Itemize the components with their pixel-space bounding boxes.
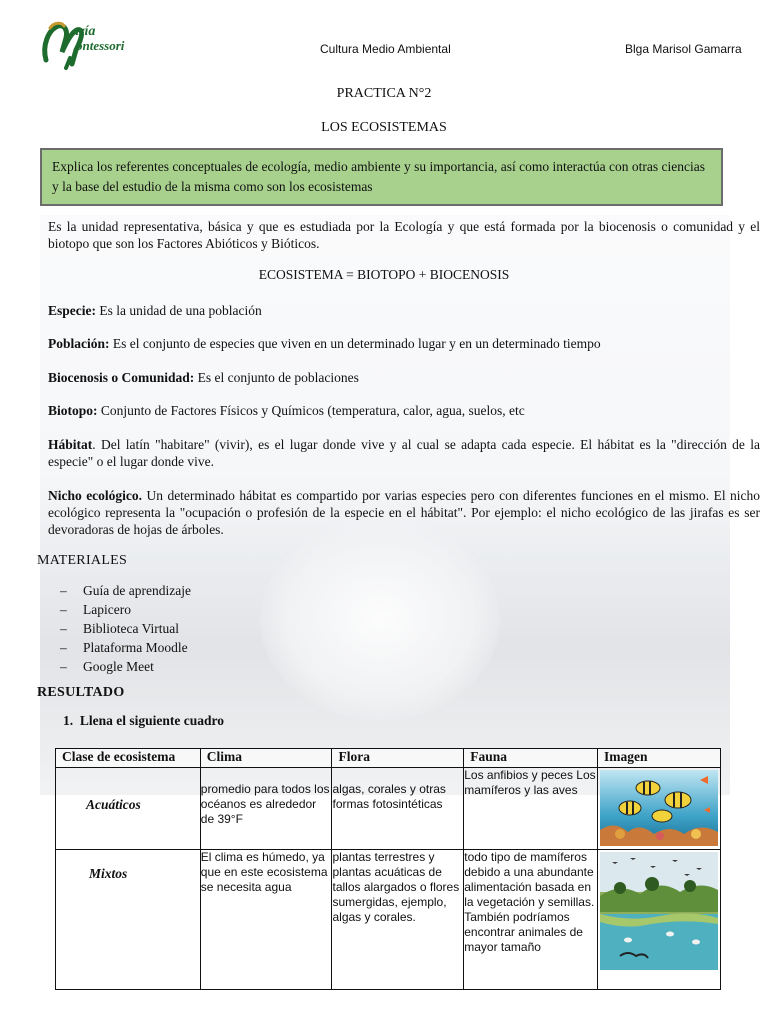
row-name-mixtos: Mixtos xyxy=(89,866,128,881)
wetland-landscape-icon xyxy=(600,852,718,970)
term-habitat: Hábitat xyxy=(48,437,93,452)
definition-nicho xyxy=(48,487,760,538)
cell-fauna xyxy=(464,768,598,850)
cell-flora xyxy=(332,768,464,850)
header-teacher: Blga Marisol Gamarra xyxy=(625,42,742,56)
definition-habitat xyxy=(48,436,760,470)
ecosystem-table xyxy=(55,748,721,990)
row-name-acuaticos: Acuáticos xyxy=(86,797,141,812)
cell-clima xyxy=(200,768,332,850)
background-photo-highlight xyxy=(260,520,500,720)
ecosystem-equation: ECOSISTEMA = BIOTOPO + BIOCENOSIS xyxy=(258,267,510,282)
clima-text: El clima es húmedo, ya que en este ecosistema se necesita agua xyxy=(200,850,328,894)
list-item: – Biblioteca Virtual xyxy=(60,619,191,638)
flora-text: algas, corales y otras formas fotosintéticas xyxy=(332,782,446,811)
clima-text: promedio para todos los océanos es alrededor de 39°F xyxy=(200,782,330,826)
col-header: Flora xyxy=(332,749,464,768)
list-item: – Lapicero xyxy=(60,600,191,619)
term-especie: Especie: xyxy=(48,303,96,318)
col-header: Imagen xyxy=(597,749,720,768)
question-text: Llena el siguiente cuadro xyxy=(79,713,225,728)
text-especie: Es la unidad de una población xyxy=(99,303,262,318)
cell-ecosystem-name xyxy=(56,768,201,850)
text-nicho: Un determinado hábitat es compartido por varias especies pero con diferentes funciones en el mismo. El nicho ecológico representa la "ocupación o profesión de la especie en el hábitat". Por ejemplo: el nicho ecológico de las jirafas es ser devoradoras de hojas de árboles. xyxy=(48,488,761,537)
text-poblacion: Es el conjunto de especies que viven en un determinado lugar y en un determinado tiempo xyxy=(112,336,601,351)
cell-clima xyxy=(200,850,332,990)
table-header-row xyxy=(56,749,721,768)
practice-title: PRACTICA N°2 xyxy=(336,86,432,101)
objective-box xyxy=(40,148,723,206)
definition-biocenosis xyxy=(48,369,760,386)
term-biotopo: Biotopo: xyxy=(48,403,98,418)
list-item: – Google Meet xyxy=(60,657,191,676)
header-course: Cultura Medio Ambiental xyxy=(320,42,451,56)
col-header: Clase de ecosistema xyxy=(56,749,201,768)
col-header: Clima xyxy=(200,749,332,768)
objective-text: Explica los referentes conceptuales de ecología, medio ambiente y su importancia, así como interactúa con otras ciencias y la base del estudio de la misma como son los ecosistemas xyxy=(52,159,705,194)
cell-fauna xyxy=(464,850,598,990)
resultado-heading: RESULTADO xyxy=(37,685,125,700)
cell-flora xyxy=(332,850,464,990)
fish-reef-icon xyxy=(600,770,718,846)
text-biotopo: Conjunto de Factores Físicos y Químicos (temperatura, calor, agua, suelos, etc xyxy=(100,403,525,418)
definition-poblacion xyxy=(48,335,760,352)
question-number: 1. xyxy=(63,713,74,728)
term-nicho: Nicho ecológico. xyxy=(48,488,143,503)
term-poblacion: Población: xyxy=(48,336,110,351)
flora-text: plantas terrestres y plantas acuáticas de tallos alargados o flores sumergidas, ejemplo, algas y corales. xyxy=(332,850,460,924)
aquatic-ecosystem-image xyxy=(600,770,718,846)
intro-paragraph: Es la unidad representativa, básica y que es estudiada por la Ecología y que está formada por la biocenosis o comunidad y el biotopo que son los Factores Abióticos y Bióticos. xyxy=(48,219,760,251)
topic-title: LOS ECOSISTEMAS xyxy=(321,120,447,135)
cell-image xyxy=(597,768,720,850)
term-biocenosis: Biocenosis o Comunidad: xyxy=(48,370,195,385)
text-biocenosis: Es el conjunto de poblaciones xyxy=(197,370,359,385)
logo-text-bottom: ontessori xyxy=(76,38,125,53)
text-habitat: . Del latín "habitare" (vivir), es el lugar donde vive y al cual se adapta cada especie. El hábitat es la "dirección de la especie" o el lugar donde vive. xyxy=(48,437,760,469)
page-header xyxy=(0,0,768,80)
definition-biotopo xyxy=(48,402,760,419)
list-item: – Plataforma Moodle xyxy=(60,638,191,657)
question-1 xyxy=(63,713,224,729)
table-row xyxy=(56,768,721,850)
cell-image xyxy=(597,850,720,990)
materiales-heading: MATERIALES xyxy=(37,553,128,568)
col-header: Fauna xyxy=(464,749,598,768)
table-row xyxy=(56,850,721,990)
list-item: – Guía de aprendizaje xyxy=(60,581,191,600)
fauna-text: todo tipo de mamíferos debido a una abundante alimentación basada en la vegetación y semillas. También podríamos encontrar animales de mayor tamaño xyxy=(464,850,595,954)
maria-montessori-logo xyxy=(40,20,132,72)
logo-text-top: aría xyxy=(72,24,96,39)
mixed-ecosystem-image xyxy=(600,852,718,970)
fauna-text: Los anfibios y peces Los mamíferos y las aves xyxy=(464,768,596,797)
definition-especie xyxy=(48,302,760,319)
materiales-list xyxy=(60,581,191,676)
cell-ecosystem-name xyxy=(56,850,201,990)
